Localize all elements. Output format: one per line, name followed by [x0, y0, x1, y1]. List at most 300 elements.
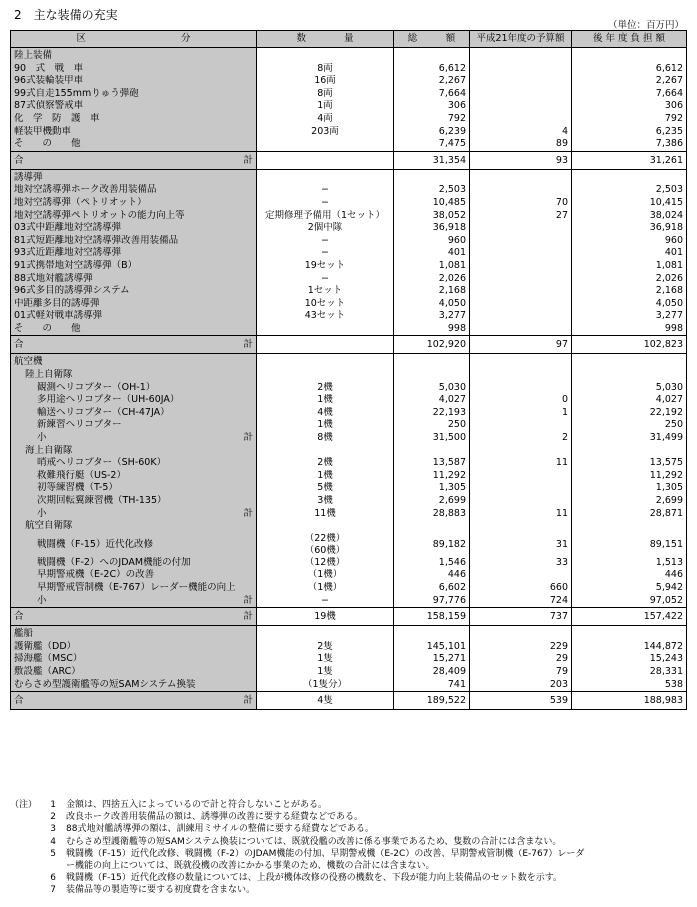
item-future: 2,503: [572, 184, 687, 197]
item-future: [572, 626, 687, 641]
item-total: 38,052: [394, 210, 470, 223]
item-name: 多用途ヘリコプター（UH-60JA）: [11, 394, 257, 407]
note-text: 金額は、四捨五入によっているので計と符合しないことがある。: [66, 800, 328, 810]
item-name: [11, 595, 257, 608]
note-number: [40, 860, 66, 872]
note-lead: [10, 872, 40, 884]
note-item: [10, 860, 690, 872]
note-text: ー機能の向上については、既就役機の改善にかかる事業のため、機数の合計には含まない。: [66, 861, 435, 872]
item-budget: [470, 323, 572, 336]
item-name: [11, 432, 257, 445]
item-quantity: [257, 169, 394, 184]
note-item: [10, 811, 690, 823]
item-budget: [470, 520, 572, 533]
item-quantity: −: [257, 184, 394, 197]
table-row: [11, 557, 687, 570]
item-name-part: 小: [37, 432, 47, 444]
column-header: 数 量: [257, 31, 394, 48]
item-name-part: 計: [243, 339, 253, 351]
note-number: 2: [50, 812, 56, 823]
item-quantity: 19機: [257, 608, 394, 626]
item-quantity: 2隻: [257, 641, 394, 654]
item-quantity: −: [257, 235, 394, 248]
section-heading: [11, 48, 687, 63]
item-name: 救難飛行艇（US-2）: [11, 470, 257, 483]
item-future: 3,277: [572, 310, 687, 323]
item-future: 31,261: [572, 151, 687, 169]
item-name: 次期回転翼練習機（TH-135）: [11, 495, 257, 508]
table-row: [11, 569, 687, 582]
item-name-part: 計: [243, 594, 253, 606]
table-row: [11, 666, 687, 679]
item-total: [394, 169, 470, 184]
item-future: 6,612: [572, 63, 687, 76]
item-future: 7,386: [572, 138, 687, 151]
item-total: 5,030: [394, 382, 470, 395]
equipment-table: [10, 30, 687, 710]
item-quantity: [257, 520, 394, 533]
note-lead: [10, 848, 40, 860]
item-budget: [470, 354, 572, 369]
item-quantity: −: [257, 247, 394, 260]
item-name: [11, 336, 257, 354]
item-name: 地対空誘導弾ペトリオットの能力向上等: [11, 210, 257, 223]
table-row: [11, 184, 687, 197]
table-row: [11, 285, 687, 298]
item-quantity: 4機: [257, 407, 394, 420]
item-budget: 97: [470, 336, 572, 354]
item-name: 航空自衛隊: [11, 520, 257, 533]
table-row: [11, 323, 687, 336]
column-header: 後 年 度 負 担 額: [572, 31, 687, 48]
item-name-spread: [14, 692, 253, 709]
item-total: 89,182: [394, 533, 470, 557]
item-total: 4,027: [394, 394, 470, 407]
item-future: 38,024: [572, 210, 687, 223]
note-text: 改良ホーク改善用装備品の額は、誘導弾の改善に要する経費などである。: [66, 812, 364, 823]
item-name-part: 合: [14, 611, 24, 623]
item-total: [394, 445, 470, 458]
item-future: 4,027: [572, 394, 687, 407]
item-budget: 31: [470, 533, 572, 557]
table-row: [11, 63, 687, 76]
item-name-part: 小: [37, 594, 47, 606]
table-row: [11, 641, 687, 654]
item-name: 初等練習機（T-5）: [11, 482, 257, 495]
item-name: 陸上自衛隊: [11, 369, 257, 382]
item-total: 2,503: [394, 184, 470, 197]
item-quantity: [257, 336, 394, 354]
note-item: [10, 836, 690, 848]
item-name: 護衛艦（DD）: [11, 641, 257, 654]
item-future: 2,699: [572, 495, 687, 508]
table-row: [11, 310, 687, 323]
quantity-line: （60機）: [304, 544, 346, 556]
note-text: むらさめ型護衛艦等の短SAMシステム換装については、既就役艦の改善に係る事業であるため、隻数の合計には含まない。: [66, 836, 562, 847]
item-budget: [470, 369, 572, 382]
table-row: [11, 419, 687, 432]
item-budget: [470, 100, 572, 113]
item-future: 446: [572, 569, 687, 582]
item-total: 4,050: [394, 298, 470, 311]
item-name: 艦船: [11, 626, 257, 641]
item-name-spread: [14, 152, 253, 169]
table-row: [11, 273, 687, 286]
item-total: 7,475: [394, 138, 470, 151]
item-name-part: 計: [243, 154, 253, 166]
note-number: 4: [50, 836, 56, 847]
notes: [10, 799, 690, 897]
total-row: [11, 336, 687, 354]
item-quantity: 11機: [257, 508, 394, 521]
item-total: 31,354: [394, 151, 470, 169]
note-lead: （注）: [10, 800, 38, 810]
item-future: [572, 445, 687, 458]
table-row: [11, 495, 687, 508]
item-future: 1,305: [572, 482, 687, 495]
item-budget: [470, 273, 572, 286]
item-quantity: [257, 138, 394, 151]
note-number: 7: [50, 885, 56, 896]
item-quantity: 1機: [257, 394, 394, 407]
item-budget: [470, 495, 572, 508]
item-name: そ の 他: [11, 323, 257, 336]
table-row: [11, 100, 687, 113]
item-total: [394, 520, 470, 533]
table-row: [11, 582, 687, 595]
subtotal-row: [11, 595, 687, 608]
table-row: [11, 88, 687, 101]
note-lead: [10, 811, 40, 823]
item-name: 地対空誘導弾（ペトリオット）: [11, 197, 257, 210]
item-quantity: [257, 323, 394, 336]
item-budget: [470, 470, 572, 483]
item-total: 6,612: [394, 63, 470, 76]
item-future: 2,267: [572, 75, 687, 88]
item-total: 28,883: [394, 508, 470, 521]
item-budget: [470, 626, 572, 641]
item-quantity: 10セット: [257, 298, 394, 311]
item-total: 3,277: [394, 310, 470, 323]
section-heading: [11, 354, 687, 369]
item-budget: [470, 247, 572, 260]
note-lead: [10, 860, 40, 872]
note-lead: [10, 823, 40, 835]
note-item: [10, 823, 690, 835]
table-row: [11, 533, 687, 557]
item-future: 306: [572, 100, 687, 113]
item-quantity: 4両: [257, 113, 394, 126]
table-row: [11, 235, 687, 248]
item-total: 31,500: [394, 432, 470, 445]
item-name: 新練習ヘリコプター: [11, 419, 257, 432]
item-budget: 89: [470, 138, 572, 151]
item-budget: [470, 260, 572, 273]
item-total: 741: [394, 679, 470, 692]
item-quantity: 5機: [257, 482, 394, 495]
total-row: [11, 151, 687, 169]
item-budget: [470, 419, 572, 432]
item-name: 87式偵察警戒車: [11, 100, 257, 113]
item-total: 15,271: [394, 653, 470, 666]
item-budget: 11: [470, 457, 572, 470]
item-name: 化 学 防 護 車: [11, 113, 257, 126]
item-name-part: 小: [37, 507, 47, 519]
item-name: 中距離多目的誘導弾: [11, 298, 257, 311]
item-total: 189,522: [394, 692, 470, 710]
item-future: 144,872: [572, 641, 687, 654]
item-name-part: 計: [243, 507, 253, 519]
item-name: むらさめ型護衛艦等の短SAMシステム換装: [11, 679, 257, 692]
item-name: 哨戒ヘリコプター（SH-60K）: [11, 457, 257, 470]
item-total: [394, 369, 470, 382]
table-row: [11, 679, 687, 692]
item-name: 96式多目的誘導弾システム: [11, 285, 257, 298]
item-future: 102,823: [572, 336, 687, 354]
item-name: 88式地対艦誘導弾: [11, 273, 257, 286]
note-number: 6: [50, 873, 56, 884]
item-quantity: −: [257, 197, 394, 210]
group-heading: [11, 520, 687, 533]
item-quantity: [257, 354, 394, 369]
item-quantity: （1機）: [257, 582, 394, 595]
item-total: 6,602: [394, 582, 470, 595]
note-text: 戦闘機（F-15）近代化改修の数量については、上段が機体改修の役務の機数を、下段が能力向上装備品のセット数を示す。: [66, 873, 562, 884]
item-total: [394, 626, 470, 641]
item-total: 28,409: [394, 666, 470, 679]
item-quantity: 4隻: [257, 692, 394, 710]
item-budget: 0: [470, 394, 572, 407]
item-total: [394, 354, 470, 369]
item-total: 792: [394, 113, 470, 126]
item-name: 敷設艦（ARC）: [11, 666, 257, 679]
item-future: 97,052: [572, 595, 687, 608]
item-budget: 660: [470, 582, 572, 595]
subtotal-row: [11, 508, 687, 521]
item-future: 31,499: [572, 432, 687, 445]
item-name: 航空機: [11, 354, 257, 369]
item-quantity: [257, 48, 394, 63]
item-total: 6,239: [394, 126, 470, 139]
item-name: 81式短距離地対空誘導弾改善用装備品: [11, 235, 257, 248]
column-header: 区 分: [11, 31, 257, 48]
item-quantity: 1機: [257, 470, 394, 483]
table-row: [11, 197, 687, 210]
note-text: 戦闘機（F-15）近代化改修、戦闘機（F-2）のJDAM機能の付加、早期警戒機（E-2C）の改善、早期警戒管制機（E-767）レーダ: [66, 848, 585, 859]
item-total: 1,546: [394, 557, 470, 570]
item-name-part: 計: [243, 611, 253, 623]
table-row: [11, 457, 687, 470]
item-budget: [470, 569, 572, 582]
item-name: 03式中距離地対空誘導弾: [11, 222, 257, 235]
item-quantity: [257, 533, 394, 557]
item-total: 306: [394, 100, 470, 113]
item-name: 海上自衛隊: [11, 445, 257, 458]
item-name: 01式軽対戦車誘導弾: [11, 310, 257, 323]
item-future: [572, 48, 687, 63]
item-future: 7,664: [572, 88, 687, 101]
item-budget: 1: [470, 407, 572, 420]
item-quantity: −: [257, 273, 394, 286]
item-future: [572, 354, 687, 369]
item-future: 22,192: [572, 407, 687, 420]
item-total: 13,587: [394, 457, 470, 470]
item-total: 998: [394, 323, 470, 336]
item-total: [394, 48, 470, 63]
table-row: [11, 75, 687, 88]
item-total: 22,193: [394, 407, 470, 420]
note-number: 3: [50, 824, 56, 835]
item-future: 1,513: [572, 557, 687, 570]
item-name-part: 計: [243, 695, 253, 707]
note-text: 88式地対艦誘導弾の額は、訓練用ミサイルの整備に要する経費などである。: [66, 824, 374, 835]
item-name: 早期警戒機（E-2C）の改善: [11, 569, 257, 582]
note-item: [10, 848, 690, 860]
group-heading: [11, 369, 687, 382]
item-quantity: −: [257, 595, 394, 608]
item-future: 2,026: [572, 273, 687, 286]
item-future: 89,151: [572, 533, 687, 557]
note-item: [10, 884, 690, 896]
item-name-spread: [14, 608, 253, 625]
item-budget: 93: [470, 151, 572, 169]
table-row: [11, 126, 687, 139]
item-budget: [470, 285, 572, 298]
item-future: 13,575: [572, 457, 687, 470]
column-header: 総 額: [394, 31, 470, 48]
item-name-part: 合: [14, 695, 24, 707]
item-name: 陸上装備: [11, 48, 257, 63]
item-name: 誘導弾: [11, 169, 257, 184]
item-budget: 11: [470, 508, 572, 521]
group-heading: [11, 445, 687, 458]
item-future: 250: [572, 419, 687, 432]
item-total: 7,664: [394, 88, 470, 101]
item-budget: [470, 382, 572, 395]
total-row: [11, 608, 687, 626]
total-row: [11, 692, 687, 710]
item-name: 戦闘機（F-2）へのJDAM機能の付加: [11, 557, 257, 570]
item-quantity: 8両: [257, 88, 394, 101]
item-future: 538: [572, 679, 687, 692]
item-future: 5,030: [572, 382, 687, 395]
item-quantity: [257, 151, 394, 169]
item-future: 6,235: [572, 126, 687, 139]
item-quantity: 1両: [257, 100, 394, 113]
item-quantity: 203両: [257, 126, 394, 139]
item-future: 11,292: [572, 470, 687, 483]
page-title: 2 主な装備の充実: [14, 8, 118, 22]
item-budget: 2: [470, 432, 572, 445]
item-budget: 29: [470, 653, 572, 666]
item-quantity: 1隻: [257, 653, 394, 666]
item-name: [11, 692, 257, 710]
table-row: [11, 394, 687, 407]
item-budget: [470, 184, 572, 197]
item-budget: 203: [470, 679, 572, 692]
item-future: [572, 369, 687, 382]
column-header: 平成21年度の予算額: [470, 31, 572, 48]
table-row: [11, 113, 687, 126]
item-quantity: 8機: [257, 432, 394, 445]
item-quantity: 8両: [257, 63, 394, 76]
item-quantity: [257, 445, 394, 458]
section-heading: [11, 169, 687, 184]
table-row: [11, 382, 687, 395]
item-quantity: 1機: [257, 419, 394, 432]
header-row: [11, 31, 687, 48]
item-budget: [470, 298, 572, 311]
item-quantity: （12機）: [257, 557, 394, 570]
item-budget: [470, 63, 572, 76]
item-future: 792: [572, 113, 687, 126]
table-row: [11, 210, 687, 223]
item-quantity: 2機: [257, 382, 394, 395]
item-name: そ の 他: [11, 138, 257, 151]
table-row: [11, 470, 687, 483]
item-quantity: [257, 369, 394, 382]
item-budget: 737: [470, 608, 572, 626]
item-total: 97,776: [394, 595, 470, 608]
note-item: [10, 799, 690, 811]
note-lead: [10, 884, 40, 896]
item-future: 15,243: [572, 653, 687, 666]
table-row: [11, 482, 687, 495]
item-name-part: 計: [243, 432, 253, 444]
item-budget: [470, 113, 572, 126]
item-quantity: 1セット: [257, 285, 394, 298]
item-future: 28,871: [572, 508, 687, 521]
note-lead: [10, 836, 40, 848]
item-total: 145,101: [394, 641, 470, 654]
item-budget: [470, 75, 572, 88]
item-total: 1,081: [394, 260, 470, 273]
item-future: 36,918: [572, 222, 687, 235]
item-budget: 27: [470, 210, 572, 223]
item-name: 90 式 戦 車: [11, 63, 257, 76]
item-total: 960: [394, 235, 470, 248]
item-future: 188,983: [572, 692, 687, 710]
item-total: 36,918: [394, 222, 470, 235]
item-quantity: （1隻分）: [257, 679, 394, 692]
item-total: 158,159: [394, 608, 470, 626]
item-name: 戦闘機（F-15）近代化改修: [11, 533, 257, 557]
item-total: 250: [394, 419, 470, 432]
item-future: 10,415: [572, 197, 687, 210]
item-name-spread: [14, 336, 253, 353]
item-name: 観測ヘリコプター（OH-1）: [11, 382, 257, 395]
item-future: 157,422: [572, 608, 687, 626]
item-total: 11,292: [394, 470, 470, 483]
item-budget: [470, 445, 572, 458]
item-future: 28,331: [572, 666, 687, 679]
item-budget: 724: [470, 595, 572, 608]
item-budget: [470, 222, 572, 235]
item-budget: [470, 235, 572, 248]
item-name-spread: [37, 432, 253, 445]
item-quantity: 1隻: [257, 666, 394, 679]
item-future: 2,168: [572, 285, 687, 298]
item-budget: [470, 482, 572, 495]
item-budget: [470, 310, 572, 323]
table-row: [11, 260, 687, 273]
item-quantity: 定期修理予備用（1セット）: [257, 210, 394, 223]
item-total: 2,267: [394, 75, 470, 88]
item-name: 早期警戒管制機（E-767）レーダー機能の向上: [11, 582, 257, 595]
item-quantity: 3機: [257, 495, 394, 508]
item-total: 2,168: [394, 285, 470, 298]
table-row: [11, 298, 687, 311]
